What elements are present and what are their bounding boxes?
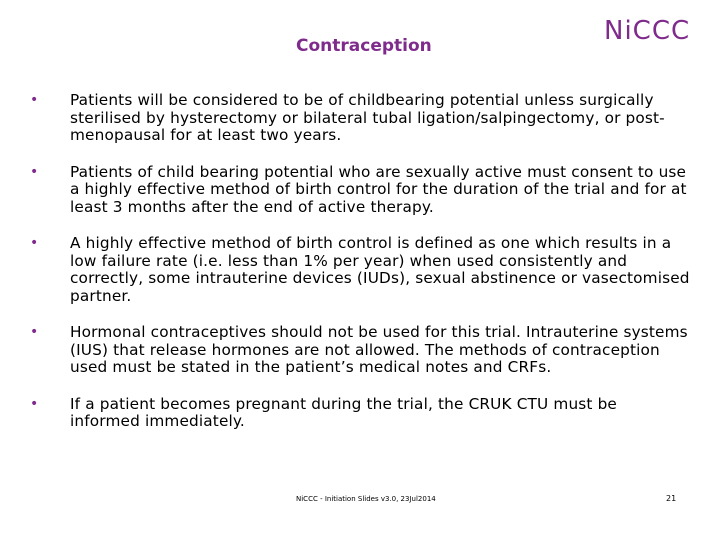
bullet-dot-icon: •: [30, 163, 39, 180]
footer-text: NiCCC - Initiation Slides v3.0, 23Jul2014: [296, 495, 436, 503]
bullet-item: [30, 396, 690, 431]
bullet-text: Patients will be considered to be of childbearing potential unless surgically sterilised by hysterectomy or bilateral tubal ligation/salpingectomy, or post-menopausal for at least two years.: [70, 91, 665, 144]
page-number: 21: [666, 494, 677, 503]
bullet-dot-icon: •: [30, 92, 39, 108]
bullet-text: A highly effective method of birth control is defined as one which results in a low failure rate (i.e. less than 1% per year) when used consistently and correctly, some intrauterine devices (IUDs), sexual abstinence or vasectomised partner.: [70, 234, 690, 305]
bullet-text: Patients of child bearing potential who are sexually active must consent to use a highly effective method of birth control for the duration of the trial and for at least 3 months after the end of active therapy.: [70, 162, 687, 216]
bullet-item: [30, 324, 690, 377]
bullet-dot-icon: •: [30, 324, 39, 340]
bullet-dot-icon: •: [30, 235, 39, 251]
bullet-list: [30, 92, 690, 450]
bullet-dot-icon: •: [30, 395, 39, 412]
bullet-item: [30, 235, 690, 305]
bullet-text: If a patient becomes pregnant during the trial, the CRUK CTU must be informed immediately.: [70, 394, 617, 430]
bullet-item: [30, 92, 690, 145]
slide-title: Contraception: [296, 36, 432, 56]
bullet-item: [30, 164, 690, 217]
niccc-logo: NiCCC: [604, 16, 691, 46]
bullet-text: Hormonal contraceptives should not be used for this trial. Intrauterine systems (IUS) that release hormones are not allowed. The methods of contraception used must be stated in the patient’s medical notes and CRFs.: [70, 323, 688, 376]
